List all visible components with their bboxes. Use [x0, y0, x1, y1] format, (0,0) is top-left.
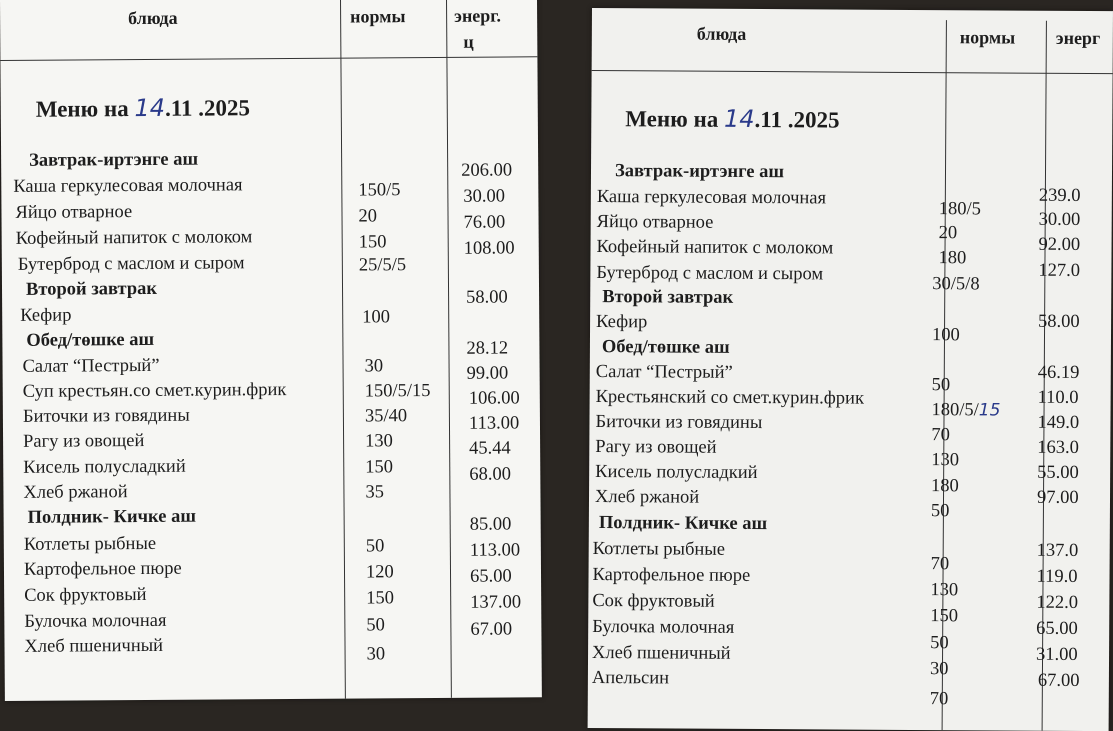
- dish-energy: 65.00: [469, 566, 512, 587]
- dish-name: Кефир: [20, 305, 72, 326]
- menu-title: Меню на 14.11 .2025: [625, 104, 840, 133]
- dish-name: Бутерброд с маслом и сыром: [17, 253, 245, 275]
- header-divider: [0, 56, 537, 61]
- menu-title: Меню на 14.11 .2025: [35, 93, 251, 123]
- section-second-breakfast: Второй завтрак: [602, 287, 734, 308]
- dish-norm: 150/5: [358, 180, 401, 201]
- section-second-breakfast: Второй завтрак: [25, 278, 158, 300]
- header-dish: блюда: [696, 23, 747, 44]
- dish-name: Булочка молочная: [592, 617, 735, 638]
- dish-energy: 68.00: [469, 464, 512, 485]
- dish-energy: 45.44: [469, 438, 511, 459]
- header-energy: энерг.: [454, 5, 501, 26]
- dish-name: Каша геркулесовая молочная: [596, 187, 827, 209]
- dish-norm: 100: [362, 307, 391, 328]
- dish-norm: 50: [365, 536, 385, 557]
- dish-norm: 150: [365, 457, 394, 478]
- dish-name: Сок фруктовый: [592, 591, 715, 612]
- dish-norm: 70: [929, 689, 949, 710]
- dish-norm: 35/40: [364, 406, 408, 427]
- menu-sheet-right: [588, 8, 1113, 731]
- section-breakfast: Завтрак-иртэнге аш: [614, 161, 785, 183]
- handwritten-day: 14: [723, 104, 755, 133]
- handwritten-norm: 15: [978, 400, 1001, 421]
- dish-name: Кофейный напиток с молоком: [596, 237, 834, 259]
- dish-name: Сок фруктовый: [24, 584, 147, 606]
- dish-norm: 30: [929, 659, 949, 680]
- header-norm: нормы: [350, 6, 406, 27]
- dish-norm: 180/5: [938, 199, 981, 220]
- dish-energy: 92.00: [1038, 234, 1081, 255]
- dish-norm: 130: [365, 431, 393, 452]
- section-snack: Полдник- Кичке аш: [598, 513, 768, 535]
- dish-energy: 58.00: [466, 287, 508, 308]
- dish-norm: 150/5/15: [364, 381, 431, 402]
- dish-name: Хлеб ржаной: [594, 487, 700, 508]
- dish-name: Кефир: [596, 312, 648, 333]
- dish-norm: 120: [365, 562, 394, 583]
- dish-energy: 58.00: [1038, 311, 1080, 332]
- dish-name: Картофельное пюре: [23, 558, 182, 580]
- dish-name: Яйцо отварное: [596, 212, 714, 233]
- dish-norm: 30/5/8: [932, 274, 980, 295]
- section-snack: Полдник- Кичке аш: [27, 506, 196, 528]
- dish-norm: 50: [931, 375, 951, 396]
- dish-energy: 85.00: [469, 514, 512, 535]
- dish-norm: 150: [930, 606, 959, 627]
- dish-norm: 25/5/5: [358, 255, 407, 276]
- dish-name: Биточки из говядины: [22, 405, 190, 427]
- dish-energy: 113.00: [469, 540, 521, 561]
- dish-energy: 67.00: [1037, 670, 1080, 691]
- dish-norm: 180: [938, 248, 967, 269]
- dish-energy: 239.0: [1038, 185, 1081, 206]
- dish-energy: 113.00: [468, 413, 520, 434]
- dish-name: Суп крестьян.со смет.курин.фрик: [22, 380, 287, 402]
- dish-name: Каша геркулесовая молочная: [13, 175, 243, 197]
- column-divider: [340, 0, 346, 699]
- column-divider: [446, 0, 452, 698]
- dish-name: Хлеб пшеничный: [24, 635, 164, 657]
- dish-energy: 31.00: [1035, 644, 1078, 665]
- dish-name: Хлеб пшеничный: [591, 643, 731, 664]
- dish-norm: 150: [358, 232, 387, 253]
- dish-norm: 30: [364, 356, 384, 377]
- dish-name: Биточки из говядины: [595, 412, 763, 434]
- dish-energy: 206.00: [461, 160, 513, 181]
- header-norm: нормы: [959, 27, 1016, 48]
- dish-name: Кисель полусладкий: [23, 456, 186, 478]
- dish-name: Крестьянский со смет.курин.фрик: [595, 387, 865, 409]
- dish-norm: 180/5/15: [931, 400, 1001, 421]
- dish-energy: 28.12: [466, 338, 509, 359]
- dish-name: Кисель полусладкий: [595, 462, 758, 484]
- dish-energy: 137.00: [470, 592, 522, 613]
- dish-name: Салат “Пестрый”: [595, 362, 733, 383]
- menu-sheet-left: [0, 0, 542, 701]
- dish-name: Котлеты рыбные: [592, 539, 726, 560]
- dish-energy: 122.0: [1036, 592, 1079, 613]
- dish-energy: 137.0: [1036, 540, 1079, 561]
- dish-energy: 65.00: [1036, 618, 1078, 639]
- handwritten-day: 14: [134, 93, 166, 123]
- dish-norm: 70: [931, 425, 950, 446]
- dish-energy: 97.00: [1036, 487, 1079, 508]
- dish-name: Котлеты рыбные: [23, 533, 157, 555]
- dish-norm: 20: [358, 206, 378, 227]
- dish-energy: 30.00: [1038, 209, 1081, 230]
- dish-norm: 50: [930, 633, 949, 654]
- dish-norm: 50: [930, 501, 950, 522]
- dish-name: Рагу из овощей: [595, 437, 717, 458]
- dish-energy: 127.0: [1038, 260, 1081, 281]
- dish-name: Яйцо отварное: [15, 202, 133, 223]
- dish-energy: 46.19: [1037, 362, 1080, 383]
- dish-energy: 106.00: [468, 388, 520, 409]
- dish-energy: 30.00: [463, 186, 506, 207]
- dish-energy: 67.00: [470, 619, 513, 640]
- dish-name: Бутерброд с маслом и сыром: [596, 263, 824, 285]
- section-lunch: Обед/төшке аш: [601, 337, 730, 358]
- dish-norm: 100: [931, 325, 960, 346]
- dish-norm: 130: [931, 450, 960, 471]
- dish-name: Апельсин: [591, 668, 670, 689]
- dish-norm: 50: [366, 615, 385, 636]
- dish-energy: 119.0: [1036, 566, 1078, 587]
- section-breakfast: Завтрак-иртэнге аш: [29, 149, 199, 171]
- dish-energy: 99.00: [466, 363, 509, 384]
- dish-norm: 30: [366, 644, 386, 665]
- header-divider: [592, 70, 1113, 74]
- dish-energy: 163.0: [1037, 437, 1080, 458]
- section-lunch: Обед/төшке аш: [26, 329, 155, 351]
- dish-energy: 108.00: [463, 238, 515, 259]
- header-energy-cont: ц: [463, 31, 474, 52]
- dish-norm: 70: [930, 554, 950, 575]
- dish-norm: 150: [366, 588, 395, 609]
- dish-norm: 180: [931, 476, 959, 497]
- dish-norm: 130: [930, 580, 959, 601]
- dish-name: Картофельное пюре: [592, 565, 751, 586]
- dish-name: Хлеб ржаной: [23, 482, 128, 503]
- header-dish: блюда: [128, 7, 178, 29]
- dish-energy: 149.0: [1037, 412, 1080, 433]
- dish-energy: 110.0: [1037, 387, 1079, 408]
- dish-name: Салат “Пестрый”: [22, 355, 160, 377]
- dish-name: Кофейный напиток с молоком: [15, 227, 253, 249]
- dish-name: Рагу из овощей: [23, 431, 145, 452]
- dish-norm: 20: [938, 223, 958, 244]
- dish-energy: 55.00: [1037, 462, 1079, 483]
- dish-name: Булочка молочная: [24, 610, 167, 632]
- dish-energy: 76.00: [463, 212, 506, 233]
- dish-norm: 35: [365, 482, 385, 503]
- header-energy: энерг: [1055, 27, 1101, 49]
